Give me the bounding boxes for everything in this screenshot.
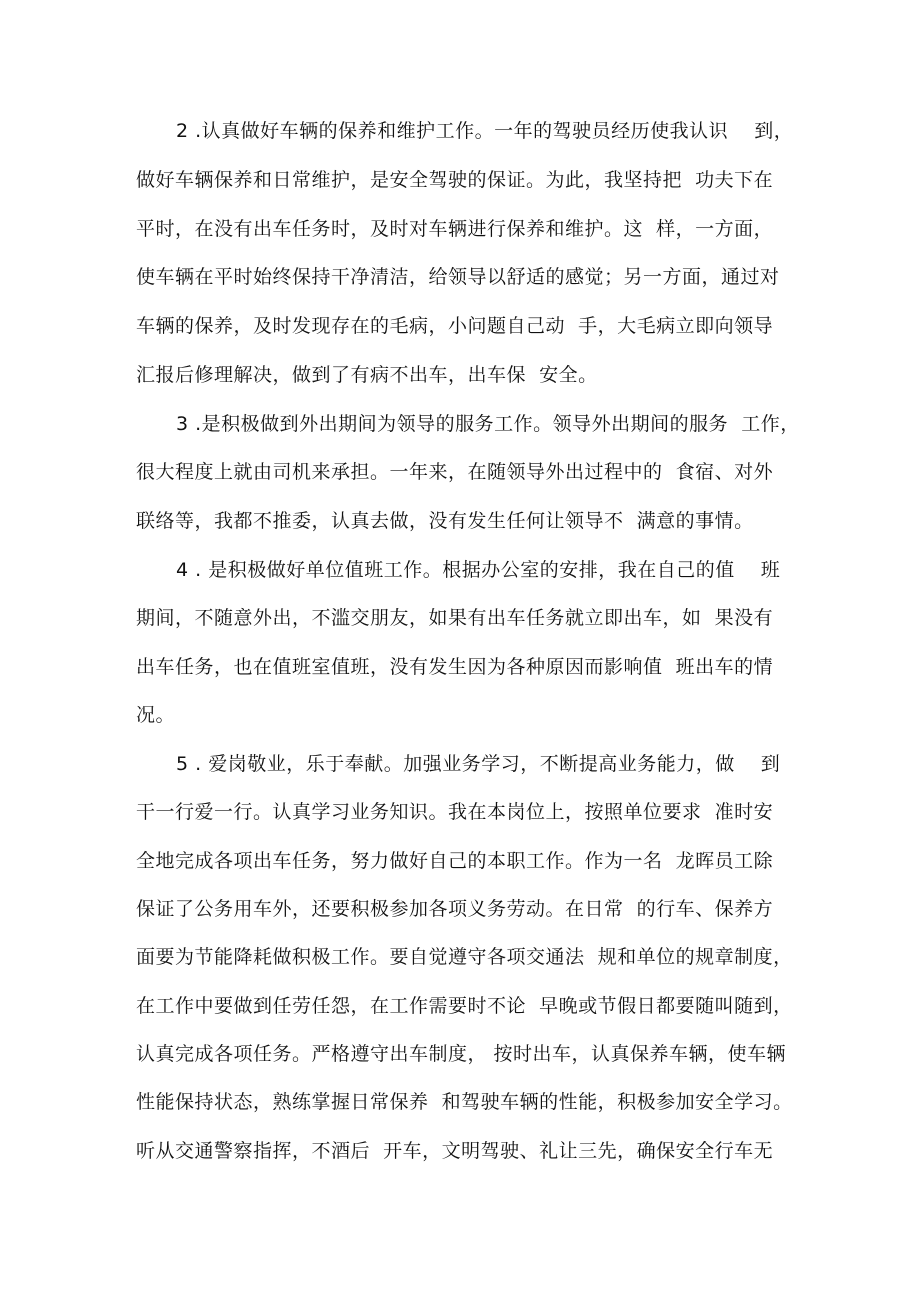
paragraph-3-line-1: 3 .是积极做到外出期间为领导的服务工作。领导外出期间的服务 工作， (176, 413, 800, 435)
paragraph-5-line-4: 保证了公务用车外，还要积极参加各项义务劳动。在日常 的行车、保养方 (136, 898, 774, 920)
paragraph-4-line-2: 期间，不随意外出，不滥交朋友，如果有出车任务就立即出车，如 果没有 (136, 607, 774, 629)
paragraph-2-line-4: 使车辆在平时始终保持干净清洁，给领导以舒适的感觉；另一方面，通过对 (136, 266, 780, 288)
paragraph-2-line-3: 平时，在没有出车任务时，及时对车辆进行保养和维护。这 样，一方面， (136, 218, 774, 240)
paragraph-2-line-6: 汇报后修理解决，做到了有病不出车，出车保 安全。 (136, 364, 598, 386)
paragraph-5-line-9: 听从交通警察指挥，不酒后 开车，文明驾驶、礼让三先，确保安全行车无 (136, 1140, 774, 1162)
paragraph-4-line-1: 4 . 是积极做好单位值班工作。根据办公室的安排，我在自己的值 班 (176, 559, 781, 581)
paragraph-3-line-3: 联络等，我都不推委，认真去做，没有发生任何让领导不 满意的事情。 (136, 510, 754, 532)
paragraph-5-line-1: 5 . 爱岗敬业，乐于奉献。加强业务学习，不断提高业务能力，做 到 (176, 753, 781, 775)
paragraph-5-line-8: 性能保持状态，熟练掌握日常保养 和驾驶车辆的性能，积极参加安全学习。 (136, 1091, 793, 1113)
paragraph-5-line-3: 全地完成各项出车任务，努力做好自己的本职工作。作为一名 龙晖员工除 (136, 850, 774, 872)
paragraph-4-line-4: 况。 (136, 704, 176, 726)
paragraph-5-line-2: 干一行爱一行。认真学习业务知识。我在本岗位上，按照单位要求 准时安 (136, 801, 774, 823)
paragraph-3-line-2: 很大程度上就由司机来承担。一年来，在随领导外出过程中的 食宿、对外 (136, 461, 774, 483)
paragraph-2-line-5: 车辆的保养，及时发现存在的毛病，小问题自己动 手，大毛病立即向领导 (136, 315, 774, 337)
paragraph-4-line-3: 出车任务，也在值班室值班，没有发生因为各种原因而影响值 班出车的情 (136, 656, 774, 678)
paragraph-5-line-7: 认真完成各项任务。严格遵守出车制度， 按时出车，认真保养车辆，使车辆 (136, 1043, 787, 1065)
paragraph-5-line-5: 面要为节能降耗做积极工作。要自觉遵守各项交通法 规和单位的规章制度， (136, 946, 793, 968)
paragraph-2-line-2: 做好车辆保养和日常维护，是安全驾驶的保证。为此，我坚持把 功夫下在 (136, 169, 774, 191)
paragraph-5-line-6: 在工作中要做到任劳任怨，在工作需要时不论 早晚或节假日都要随叫随到， (136, 995, 793, 1017)
paragraph-2-line-1: 2 .认真做好车辆的保养和维护工作。一年的驾驶员经历使我认识 到， (176, 120, 794, 142)
